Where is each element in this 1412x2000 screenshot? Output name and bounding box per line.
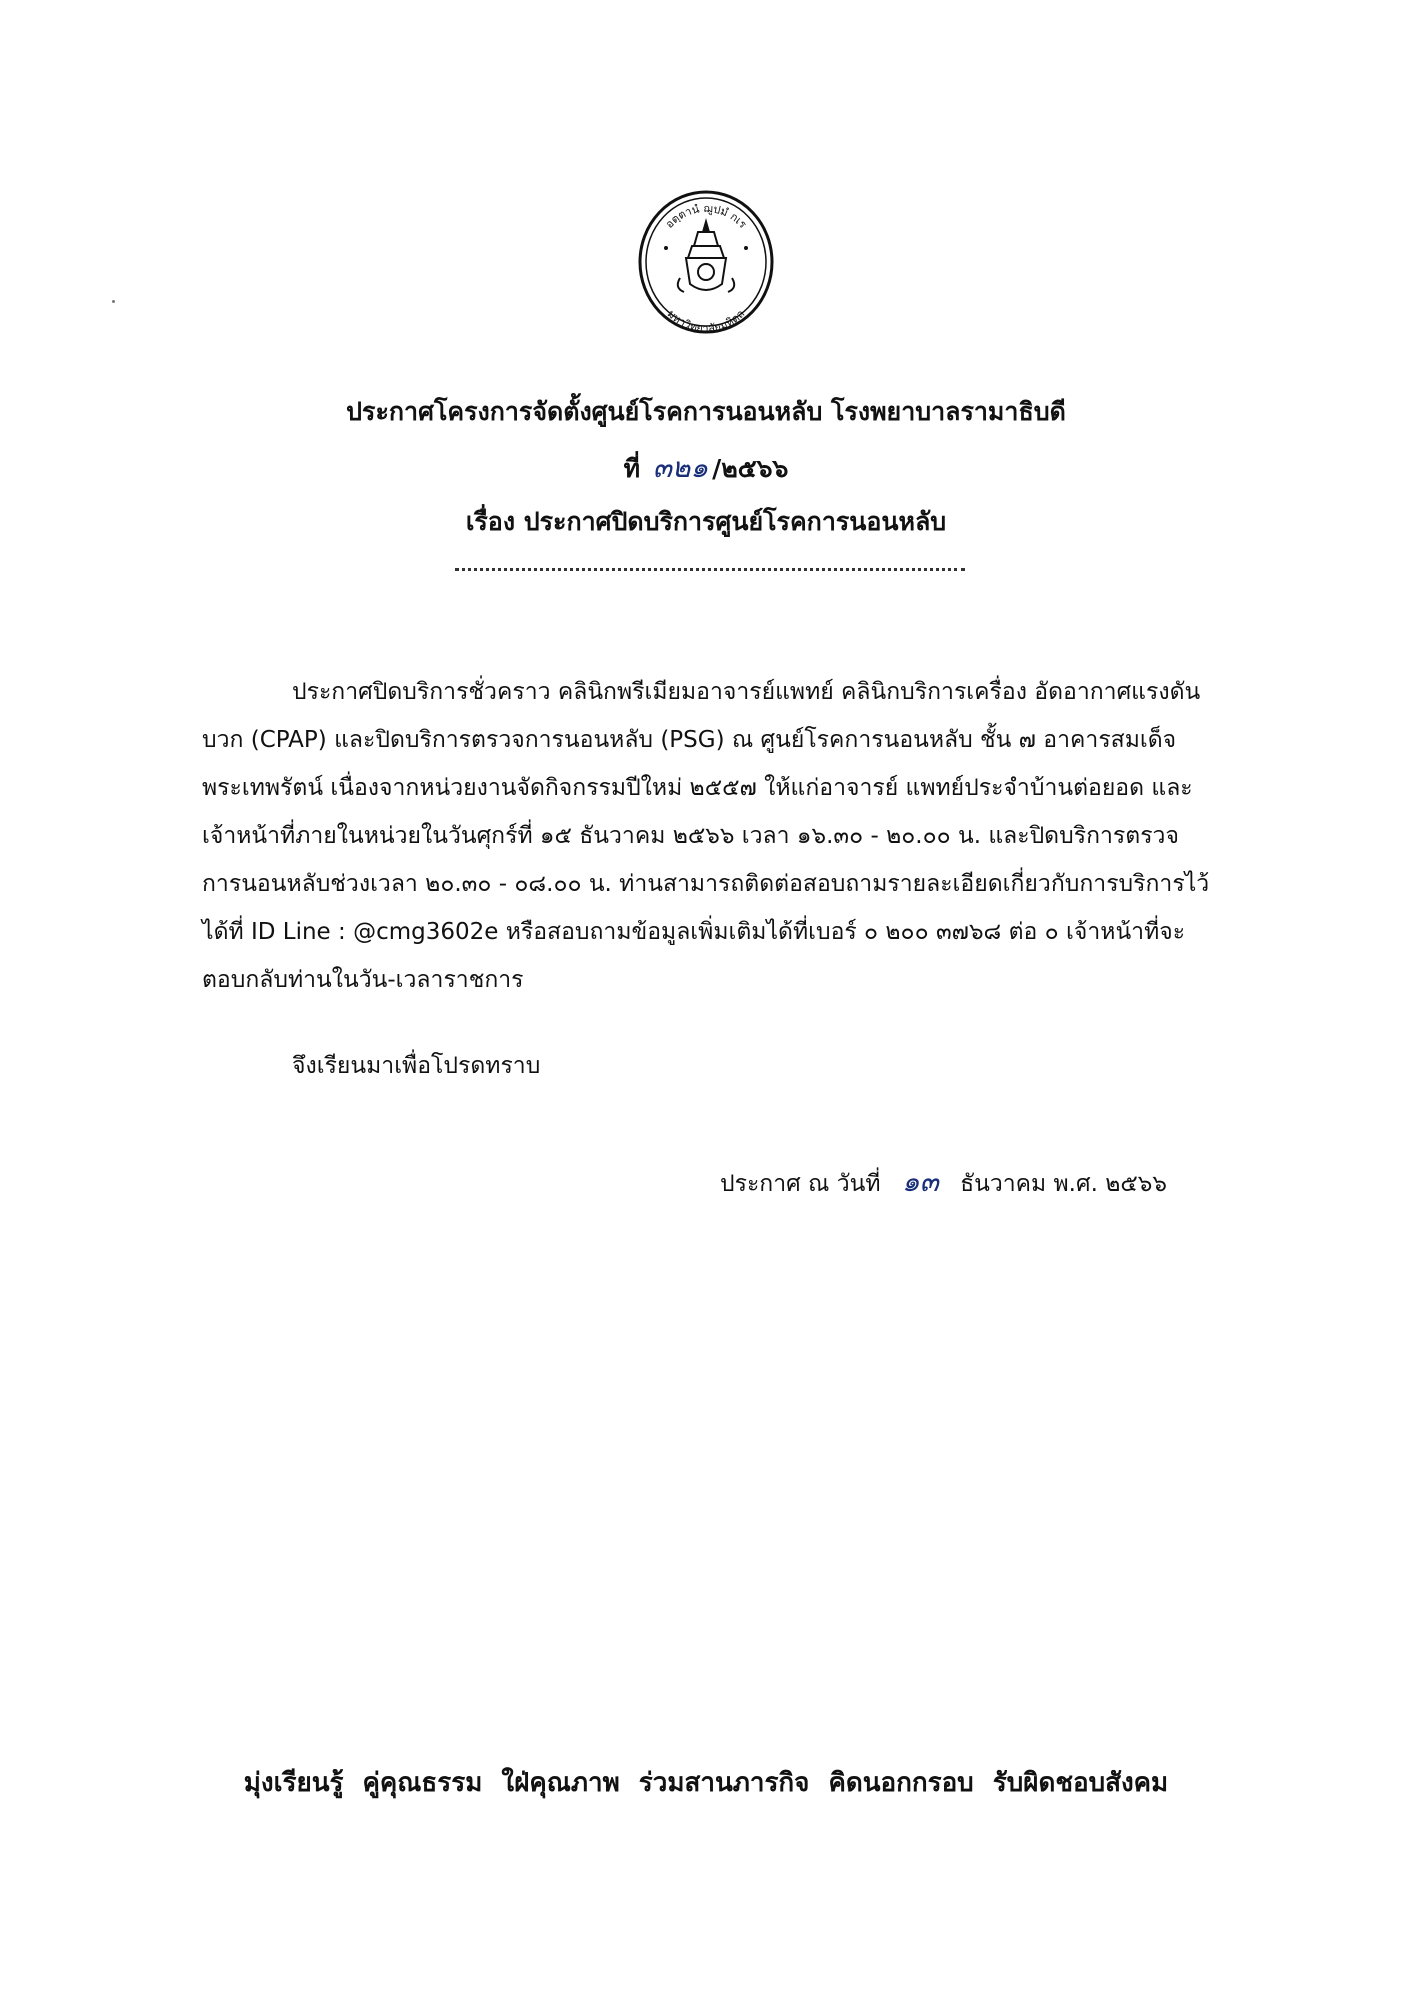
announcement-date <box>720 1160 1167 1204</box>
number-suffix: /๒๕๖๖ <box>712 454 789 483</box>
svg-text:มหาวิทยาลัยมหิดล <box>665 307 748 335</box>
university-seal-icon <box>636 188 776 336</box>
closing-line: จึงเรียนมาเพื่อโปรดทราบ <box>292 1053 541 1079</box>
body-line: เจ้าหน้าที่ภายในหน่วยในวันศุกร์ที่ ๑๕ ธันวาคม ๒๕๖๖ เวลา ๑๖.๓๐ - ๒๐.๐๐ น. และปิดบริการตรวจ <box>202 823 1179 849</box>
date-suffix: ธันวาคม พ.ศ. ๒๕๖๖ <box>960 1171 1167 1197</box>
scan-speck <box>112 300 115 303</box>
date-prefix: ประกาศ ณ วันที่ <box>720 1171 881 1197</box>
body-line: การนอนหลับช่วงเวลา ๒๐.๓๐ - ๐๘.๐๐ น. ท่านสามารถติดต่อสอบถามรายละเอียดเกี่ยวกับการบริการไว้ <box>202 871 1210 897</box>
announcement-title: ประกาศโครงการจัดตั้งศูนย์โรคการนอนหลับ โรงพยาบาลรามาธิบดี <box>346 397 1066 426</box>
dotted-divider <box>455 568 965 571</box>
seal-top-text: อตฺตานํ ฌูปมํ กเร <box>662 201 750 231</box>
body-line: ตอบกลับท่านในวัน-เวลาราชการ <box>202 967 524 993</box>
number-prefix: ที่ <box>623 454 641 483</box>
announcement-subject: เรื่อง ประกาศปิดบริการศูนย์โรคการนอนหลับ <box>465 507 947 536</box>
body-line: พระเทพรัตน์ เนื่องจากหน่วยงานจัดกิจกรรมปีใหม่ ๒๕๕๗ ให้แก่อาจารย์ แพทย์ประจำบ้านต่อยอด และ <box>202 775 1193 801</box>
announcement-body <box>202 668 1234 1004</box>
body-line: ได้ที่ ID Line : @cmg3602e หรือสอบถามข้อมูลเพิ่มเติมได้ที่เบอร์ ๐ ๒๐๐ ๓๗๖๘ ต่อ ๐ เจ้าหน้าที่จะ <box>202 919 1186 945</box>
handwritten-day: ๑๓ <box>901 1165 939 1198</box>
university-motto: มุ่งเรียนรู้ คู่คุณธรรม ใฝ่คุณภาพ ร่วมสานภารกิจ คิดนอกกรอบ รับผิดชอบสังคม <box>243 1768 1169 1798</box>
body-line: บวก (CPAP) และปิดบริการตรวจการนอนหลับ (PSG) ณ ศูนย์โรคการนอนหลับ ชั้น ๗ อาคารสมเด็จ <box>202 727 1177 753</box>
announcement-number <box>0 446 1412 490</box>
seal-bottom-text: มหาวิทยาลัยมหิดล <box>664 307 748 336</box>
body-line: ประกาศปิดบริการชั่วคราว คลินิกพรีเมียมอาจารย์แพทย์ คลินิกบริการเครื่อง อัดอากาศแรงดัน <box>292 679 1201 705</box>
handwritten-number: ๓๒๑ <box>652 451 709 484</box>
